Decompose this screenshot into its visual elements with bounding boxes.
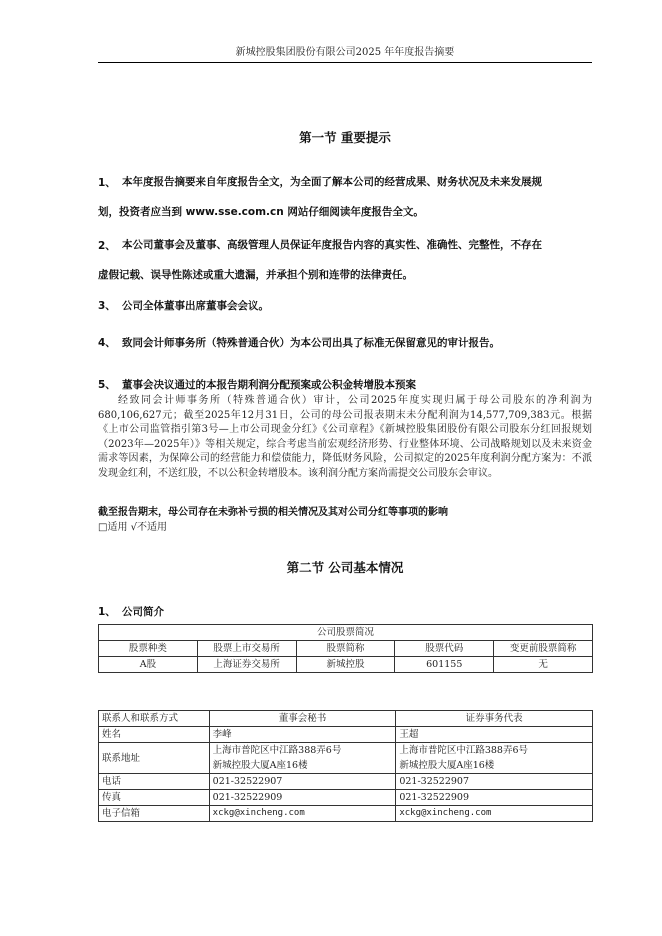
rep-email[interactable]: xckg@xincheng.com bbox=[396, 806, 593, 822]
stock-exchange-cell: 上海证券交易所 bbox=[197, 657, 296, 673]
contact-table-header-row bbox=[99, 711, 593, 727]
rep-name: 王超 bbox=[396, 727, 593, 743]
notice-item-5-number: 5、 bbox=[98, 379, 116, 391]
secretary-address-line2: 新城控股大厦A座16楼 bbox=[212, 760, 308, 771]
notice-item-2-line2: 虚假记载、误导性陈述或重大遗漏，并承担个别和连带的法律责任。 bbox=[98, 269, 413, 281]
notice-item-2-number: 2、 bbox=[98, 240, 116, 252]
secretary-address-line1: 上海市普陀区中江路388弄6号 bbox=[212, 745, 342, 756]
table-row bbox=[99, 790, 593, 806]
notice-item-5-text: 董事会决议通过的本报告期利润分配预案或公积金转增股本预案 bbox=[122, 379, 416, 391]
stock-code-cell: 601155 bbox=[395, 657, 494, 673]
row-label: 传真 bbox=[99, 790, 210, 806]
stock-short-name-cell: 新城控股 bbox=[296, 657, 395, 673]
notice-item-1-number: 1、 bbox=[98, 177, 116, 189]
row-label: 联系地址 bbox=[99, 743, 210, 774]
header-rule bbox=[98, 62, 592, 63]
contact-table-header: 证券事务代表 bbox=[396, 711, 593, 727]
secretary-address bbox=[209, 743, 396, 774]
secretary-phone: 021-32522907 bbox=[209, 774, 396, 790]
stock-info-table bbox=[98, 624, 593, 673]
table-row bbox=[99, 727, 593, 743]
section-1-title: 第一节 重要提示 bbox=[299, 130, 391, 145]
secretary-fax: 021-32522909 bbox=[209, 790, 396, 806]
section-2-title: 第二节 公司基本情况 bbox=[286, 560, 404, 575]
contact-table-header: 董事会秘书 bbox=[209, 711, 396, 727]
stock-type-cell: A股 bbox=[99, 657, 198, 673]
stock-table-caption: 公司股票简况 bbox=[99, 625, 593, 641]
stock-table-header: 股票上市交易所 bbox=[197, 641, 296, 657]
company-profile-text: 公司简介 bbox=[122, 606, 164, 618]
stock-table-header-row bbox=[99, 641, 593, 657]
rep-fax: 021-32522909 bbox=[396, 790, 593, 806]
secretary-email[interactable]: xckg@xincheng.com bbox=[209, 806, 396, 822]
uncovered-loss-title: 截至报告期末，母公司存在未弥补亏损的相关情况及其对公司分红等事项的影响 bbox=[98, 507, 448, 518]
notice-item-3-number: 3、 bbox=[98, 300, 116, 312]
contact-info-table bbox=[98, 710, 593, 822]
stock-table-header: 变更前股票简称 bbox=[494, 641, 593, 657]
table-row bbox=[99, 743, 593, 774]
notice-item-4-number: 4、 bbox=[98, 337, 116, 349]
notice-item-1-line1: 本年度报告摘要来自年度报告全文，为全面了解本公司的经营成果、财务状况及未来发展规 bbox=[122, 176, 542, 188]
notice-item-2 bbox=[98, 238, 592, 298]
stock-table-header: 股票种类 bbox=[99, 641, 198, 657]
company-profile-heading bbox=[98, 604, 592, 619]
stock-table-header: 股票代码 bbox=[395, 641, 494, 657]
rep-address-line1: 上海市普陀区中江路388弄6号 bbox=[399, 745, 529, 756]
table-row bbox=[99, 657, 593, 673]
rep-address-line2: 新城控股大厦A座16楼 bbox=[399, 760, 495, 771]
dividend-plan-paragraph: 经致同会计师事务所（特殊普通合伙）审计，公司2025年度实现归属于母公司股东的净利润为680,106,627元；截至2025年12月31日，公司的母公司报表期末未分配利润为14,577,709,383元。根据《上市公司监管指引第3号—上市公司现金分红》《公司章程》《新城控股集团股份有限公司股东分红回报规划（2023年—2025年）》等相关规定，综合考虑当前宏观经济形势、行业整体环境、公司战略规划以及未来资金需求等因素，为保障公司的经营能力和偿债能力，降低财务风险，公司拟定的2025年度利润分配方案为：不派发现金红利，不送红股，不以公积金转增股本。该利润分配方案尚需提交公司股东会审议。 bbox=[98, 395, 592, 479]
former-short-name-cell: 无 bbox=[494, 657, 593, 673]
contact-table-header: 联系人和联系方式 bbox=[99, 711, 210, 727]
secretary-name: 李峰 bbox=[209, 727, 396, 743]
rep-address bbox=[396, 743, 593, 774]
row-label: 电话 bbox=[99, 774, 210, 790]
company-profile-number: 1、 bbox=[98, 606, 116, 618]
row-label: 电子信箱 bbox=[99, 806, 210, 822]
notice-item-3 bbox=[98, 298, 592, 313]
notice-item-1 bbox=[98, 175, 592, 235]
notice-item-3-text: 公司全体董事出席董事会会议。 bbox=[122, 300, 269, 312]
table-row bbox=[99, 806, 593, 822]
notice-item-4 bbox=[98, 335, 592, 350]
running-header: 新城控股集团股份有限公司2025 年年度报告摘要 bbox=[235, 47, 455, 58]
uncovered-loss-applicability: □适用 √不适用 bbox=[98, 522, 167, 533]
notice-item-5 bbox=[98, 377, 592, 392]
rep-phone: 021-32522907 bbox=[396, 774, 593, 790]
stock-table-header: 股票简称 bbox=[296, 641, 395, 657]
notice-item-4-text: 致同会计师事务所（特殊普通合伙）为本公司出具了标准无保留意见的审计报告。 bbox=[122, 337, 500, 349]
notice-item-2-line1: 本公司董事会及董事、高级管理人员保证年度报告内容的真实性、准确性、完整性，不存在 bbox=[122, 239, 542, 251]
notice-item-1-line2: 划，投资者应当到 www.sse.com.cn 网站仔细阅读年度报告全文。 bbox=[98, 206, 424, 218]
table-row bbox=[99, 774, 593, 790]
row-label: 姓名 bbox=[99, 727, 210, 743]
